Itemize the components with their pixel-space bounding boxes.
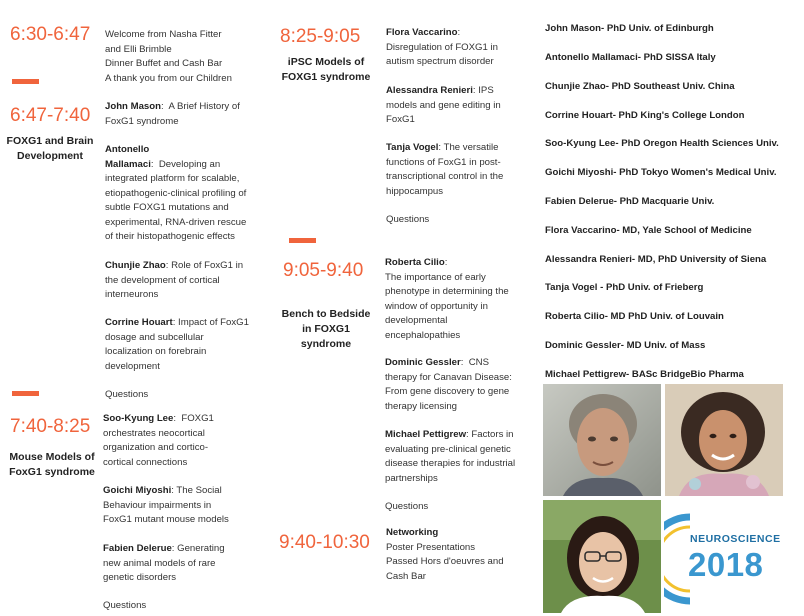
time-label: 6:47-7:40 bbox=[10, 105, 91, 126]
talk-title-line: models and gene editing in bbox=[386, 99, 501, 111]
session-title-line: Development bbox=[17, 150, 83, 162]
speaker-name: Antonello bbox=[105, 144, 150, 155]
questions-label: Questions bbox=[105, 389, 149, 400]
talk-title-line: transcriptional control in the bbox=[386, 171, 504, 182]
speaker-photo-man bbox=[543, 384, 661, 496]
session-title-line: FOXG1 and Brain bbox=[6, 135, 94, 147]
talk-entry bbox=[386, 26, 526, 70]
logo-year: 2018 bbox=[688, 546, 764, 583]
speaker-credential: Antonello Mallamaci- PhD SISSA Italy bbox=[545, 52, 716, 63]
text-line: Poster Presentations bbox=[386, 541, 476, 553]
speaker-name: Goichi Miyoshi bbox=[103, 485, 172, 496]
separator: : bbox=[472, 85, 479, 96]
speaker-name: Chunjie Zhao bbox=[105, 260, 166, 271]
session-description bbox=[386, 526, 526, 584]
session-title-line: syndrome bbox=[300, 338, 352, 350]
speaker-name: Tanja Vogel bbox=[386, 142, 439, 153]
talk-title-line: A Brief History of bbox=[168, 101, 240, 112]
talk-title-line: integrated platform for scalable, bbox=[105, 173, 240, 184]
questions-label: Questions bbox=[103, 600, 147, 611]
time-label: 8:25-9:05 bbox=[280, 26, 361, 47]
talk-title-line: Generating bbox=[177, 543, 225, 554]
talk-title-line: window of opportunity in bbox=[385, 300, 488, 312]
questions-label: Questions bbox=[386, 214, 430, 225]
session-description bbox=[105, 28, 265, 86]
session-title bbox=[276, 307, 376, 352]
talk-title-line: FoxG1 mutant mouse models bbox=[103, 514, 229, 525]
talk-title-line: dosage and subcellular bbox=[105, 331, 204, 343]
talk-title-line: Developing an bbox=[158, 158, 221, 170]
session-title bbox=[4, 134, 96, 164]
session-title bbox=[272, 55, 380, 85]
talk-title-line: new animal models of rare bbox=[103, 557, 216, 569]
speaker-name: Dominic Gessler bbox=[385, 357, 461, 368]
talk-title-line: encephalopathies bbox=[385, 329, 461, 341]
speaker-credential: Michael Pettigrew- BASc BridgeBio Pharma bbox=[545, 369, 744, 380]
talk-title-line: etiopathogenic-clinical profiling of bbox=[105, 187, 247, 199]
speaker-credential: Corrine Houart- PhD King's College London bbox=[545, 110, 745, 121]
talk-title-line: subtle FOXG1 mutations and bbox=[105, 202, 229, 213]
talk-title-line: organization and cortico- bbox=[103, 442, 209, 453]
speaker-credential: Alessandra Renieri- MD, PhD University of Siena bbox=[545, 254, 767, 265]
talk-entry bbox=[103, 542, 263, 586]
speaker-credential: Dominic Gessler- MD Univ. of Mass bbox=[545, 340, 706, 351]
separator: : bbox=[171, 485, 177, 496]
session-title-line: iPSC Models of bbox=[287, 56, 365, 68]
separator: : bbox=[171, 543, 178, 554]
talk-title-line: Impact of FoxG1 bbox=[178, 317, 249, 328]
text-line: Passed Hors d'oeuvres and bbox=[386, 556, 504, 567]
talk-title-line: development bbox=[105, 360, 160, 372]
speaker-credential: Soo-Kyung Lee- PhD Oregon Health Sciences Univ. bbox=[545, 138, 779, 149]
speaker-credential: Tanja Vogel - PhD Univ. of Frieberg bbox=[545, 282, 704, 293]
neuroscience-2018-logo bbox=[664, 513, 794, 605]
separator: : bbox=[165, 260, 172, 271]
speaker-credential: Goichi Miyoshi- PhD Tokyo Women's Medical Univ. bbox=[545, 167, 777, 178]
talk-title-line: genetic disorders bbox=[103, 572, 177, 583]
session-title bbox=[4, 450, 100, 480]
talk-title-line: Behaviour impairments in bbox=[103, 499, 212, 511]
questions-label: Questions bbox=[385, 501, 429, 512]
speaker-credential: Chunjie Zhao- PhD Southeast Univ. China bbox=[545, 81, 735, 92]
talk-entry bbox=[105, 100, 265, 129]
talk-title-line: therapy for Canavan Disease: bbox=[385, 371, 512, 383]
talk-title-line: The importance of early bbox=[385, 271, 486, 283]
session-title-line: in FOXG1 bbox=[302, 323, 350, 335]
talk-title-line: disease therapies for industrial bbox=[385, 458, 516, 469]
logo-word: NEUROSCIENCE bbox=[690, 533, 781, 545]
accent-dash bbox=[289, 238, 316, 243]
talk-title-line: interneurons bbox=[105, 289, 159, 300]
speaker-name: John Mason bbox=[105, 101, 161, 112]
speaker-name: Michael Pettigrew bbox=[385, 429, 467, 440]
talk-entry bbox=[386, 84, 526, 128]
separator: : bbox=[466, 429, 472, 440]
talk-title-line: IPS bbox=[478, 85, 494, 96]
talk-title-line: evaluating pre-clinical genetic bbox=[385, 443, 511, 455]
accent-dash bbox=[12, 391, 39, 396]
talk-title-line: From gene discovery to gene bbox=[385, 386, 510, 397]
speaker-name: Soo-Kyung Lee bbox=[103, 413, 174, 424]
text-line: A thank you from our Children bbox=[105, 72, 232, 84]
talk-title-line: CNS bbox=[468, 357, 489, 368]
time-label: 9:40-10:30 bbox=[279, 532, 370, 553]
talk-title-line: FOXG1 bbox=[181, 413, 214, 424]
talk-title-line: Disregulation of FOXG1 in bbox=[386, 41, 498, 53]
session-title-line: FoxG1 syndrome bbox=[9, 466, 95, 478]
talk-entry bbox=[105, 316, 265, 374]
separator: : bbox=[173, 413, 182, 424]
talk-entry bbox=[103, 484, 263, 528]
time-label: 9:05-9:40 bbox=[283, 260, 364, 281]
talk-title-line: autism spectrum disorder bbox=[386, 56, 494, 67]
talk-entry bbox=[105, 143, 265, 245]
separator: : bbox=[457, 27, 461, 38]
speaker-name: Flora Vaccarino bbox=[386, 27, 458, 38]
speaker-name: Corrine Houart bbox=[105, 317, 173, 328]
talk-entry bbox=[385, 428, 525, 486]
talk-title-line: cortical connections bbox=[103, 456, 188, 468]
separator: : bbox=[438, 142, 444, 153]
speaker-name: Fabien Delerue bbox=[103, 543, 172, 554]
talk-title-line: orchestrates neocortical bbox=[103, 427, 205, 439]
talk-title-line: The versatile bbox=[443, 142, 499, 153]
talk-entry bbox=[385, 356, 525, 414]
talk-title-line: experimental, RNA-driven rescue bbox=[105, 216, 247, 228]
separator: : bbox=[444, 257, 448, 268]
talk-title-line: partnerships bbox=[385, 472, 438, 484]
separator: : bbox=[172, 317, 179, 328]
talk-entry bbox=[105, 259, 265, 303]
talk-title-line: hippocampus bbox=[386, 185, 444, 197]
speaker-credential: Roberta Cilio- MD PhD Univ. of Louvain bbox=[545, 311, 724, 322]
separator: : bbox=[160, 101, 169, 112]
talk-title-line: Role of FoxG1 in bbox=[171, 260, 244, 271]
session-title-line: Mouse Models of bbox=[9, 451, 95, 463]
accent-dash bbox=[12, 79, 39, 84]
talk-title-line: FoxG1 syndrome bbox=[105, 115, 179, 127]
speaker-credential: John Mason- PhD Univ. of Edinburgh bbox=[545, 23, 714, 34]
speaker-name: Roberta Cilio bbox=[385, 257, 445, 268]
speaker-credential: Fabien Delerue- PhD Macquarie Univ. bbox=[545, 196, 715, 207]
speaker-name: Mallamaci bbox=[105, 158, 151, 170]
talk-title-line: localization on forebrain bbox=[105, 346, 207, 357]
speaker-photo-woman-glasses bbox=[543, 500, 661, 613]
time-label: 6:30-6:47 bbox=[10, 24, 91, 45]
speaker-name: Alessandra Renieri bbox=[386, 85, 473, 96]
speaker-credential: Flora Vaccarino- MD, Yale School of Medicine bbox=[545, 225, 752, 236]
text-line: Dinner Buffet and Cash Bar bbox=[105, 58, 223, 69]
session-title-line: FOXG1 syndrome bbox=[281, 71, 371, 83]
talk-title-line: phenotype in determining the bbox=[385, 286, 509, 297]
talk-title-line: The Social bbox=[176, 485, 222, 496]
separator: : bbox=[150, 158, 159, 170]
time-label: 7:40-8:25 bbox=[10, 416, 91, 437]
talk-title-line: FoxG1 bbox=[386, 114, 415, 125]
text-line: Cash Bar bbox=[386, 570, 426, 582]
text-line: and Elli Brimble bbox=[105, 43, 172, 55]
separator: : bbox=[460, 357, 469, 368]
text-line: Welcome from Nasha Fitter bbox=[105, 29, 222, 40]
talk-title-line: developmental bbox=[385, 315, 448, 326]
talk-title-line: therapy licensing bbox=[385, 400, 457, 412]
talk-entry bbox=[103, 412, 263, 470]
talk-title-line: Factors in bbox=[471, 429, 514, 440]
talk-title-line: the development of cortical bbox=[105, 274, 220, 286]
talk-entry bbox=[386, 141, 526, 199]
speaker-photo-woman-curly bbox=[665, 384, 783, 496]
session-title-line: Bench to Bedside bbox=[281, 308, 371, 320]
talk-title-line: functions of FoxG1 in post- bbox=[386, 156, 501, 168]
session-heading: Networking bbox=[386, 527, 439, 538]
talk-entry bbox=[385, 256, 525, 343]
talk-title-line: of their histopathogenic effects bbox=[105, 231, 235, 242]
